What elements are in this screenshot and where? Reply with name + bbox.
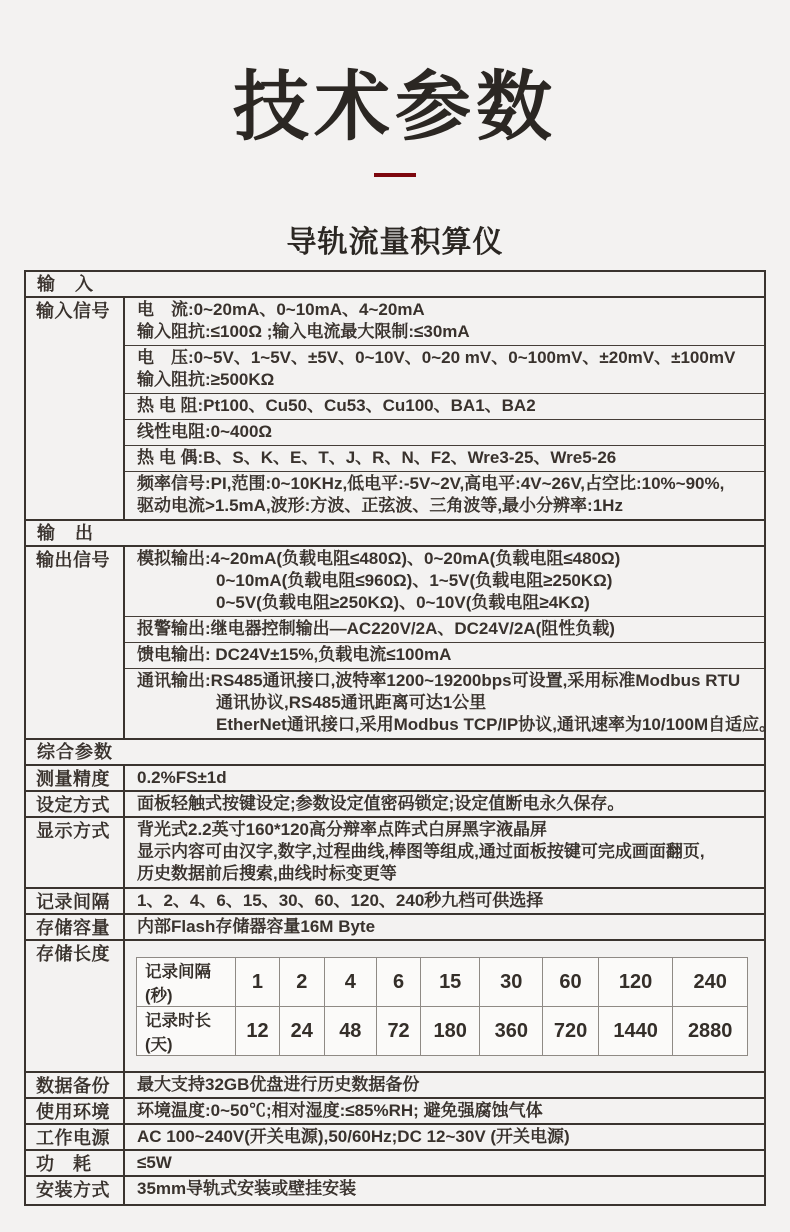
input-current-subrow bbox=[125, 298, 764, 345]
duration-cell: 12 bbox=[235, 1007, 279, 1056]
storage-length-table bbox=[136, 957, 748, 1056]
row-environment bbox=[26, 1097, 764, 1123]
interval-cell: 15 bbox=[421, 958, 480, 1007]
power-consumption-value: ≤5W bbox=[137, 1153, 172, 1173]
row-input-header bbox=[26, 272, 764, 296]
input-voltage-subrow bbox=[125, 345, 764, 393]
storage-duration-header: 记录时长(天) bbox=[137, 1007, 236, 1056]
spec-line: 报警输出:继电器控制输出—AC220V/2A、DC24V/2A(阻性负载) bbox=[137, 619, 615, 639]
duration-cell: 72 bbox=[377, 1007, 421, 1056]
power-supply-label: 工作电源 bbox=[26, 1125, 125, 1149]
spec-table bbox=[24, 270, 777, 1206]
general-section-label: 综合参数 bbox=[37, 742, 113, 763]
title-divider bbox=[374, 173, 416, 177]
input-frequency-subrow bbox=[125, 471, 764, 519]
row-power-consumption bbox=[26, 1149, 764, 1175]
interval-cell: 6 bbox=[377, 958, 421, 1007]
spec-sheet-page bbox=[0, 64, 790, 1232]
output-comm-subrow bbox=[125, 668, 777, 738]
duration-cell: 360 bbox=[480, 1007, 543, 1056]
interval-cell: 30 bbox=[480, 958, 543, 1007]
interval-cell: 60 bbox=[543, 958, 599, 1007]
duration-cell: 180 bbox=[421, 1007, 480, 1056]
environment-label: 使用环境 bbox=[26, 1099, 125, 1123]
row-record-interval bbox=[26, 887, 764, 913]
row-storage-length bbox=[26, 939, 764, 1071]
output-feed-subrow bbox=[125, 642, 764, 668]
row-accuracy bbox=[26, 764, 764, 790]
input-signal-label: 输入信号 bbox=[26, 298, 125, 519]
setting-label: 设定方式 bbox=[26, 792, 125, 816]
spec-line: 输入阻抗:≤100Ω ;输入电流最大限制:≤30mA bbox=[137, 322, 470, 342]
output-signal-values bbox=[125, 547, 777, 738]
accuracy-value: 0.2%FS±1d bbox=[137, 768, 227, 788]
row-output-signal bbox=[26, 545, 777, 738]
row-installation bbox=[26, 1175, 764, 1204]
row-general-header bbox=[26, 738, 764, 764]
duration-cell: 48 bbox=[324, 1007, 377, 1056]
duration-cell: 1440 bbox=[598, 1007, 673, 1056]
spec-line: 热 电 阻:Pt100、Cu50、Cu53、Cu100、BA1、BA2 bbox=[137, 396, 536, 416]
storage-capacity-label: 存储容量 bbox=[26, 915, 125, 939]
interval-cell: 240 bbox=[673, 958, 748, 1007]
input-rtd-subrow bbox=[125, 393, 764, 419]
power-consumption-label: 功 耗 bbox=[26, 1151, 125, 1175]
interval-cell: 1 bbox=[235, 958, 279, 1007]
display-subrow bbox=[125, 818, 764, 887]
spec-line: 背光式2.2英寸160*120高分辩率点阵式白屏黑字液晶屏 bbox=[137, 820, 547, 840]
duration-cell: 2880 bbox=[673, 1007, 748, 1056]
storage-interval-row bbox=[137, 958, 748, 1007]
spec-line: 电 流:0~20mA、0~10mA、4~20mA bbox=[137, 300, 425, 320]
product-subtitle: 导轨流量积算仪 bbox=[286, 226, 504, 260]
spec-line: 通讯输出:RS485通讯接口,波特率1200~19200bps可设置,采用标准Modbus RTU bbox=[137, 671, 741, 691]
duration-cell: 24 bbox=[279, 1007, 324, 1056]
spec-line: 驱动电流>1.5mA,波形:方波、正弦波、三角波等,最小分辨率:1Hz bbox=[137, 496, 623, 516]
storage-capacity-value: 内部Flash存储器容量16M Byte bbox=[137, 917, 376, 937]
duration-cell: 720 bbox=[543, 1007, 599, 1056]
input-linear-resistance-subrow bbox=[125, 419, 764, 445]
interval-cell: 120 bbox=[598, 958, 673, 1007]
row-data-backup bbox=[26, 1071, 764, 1097]
record-interval-label: 记录间隔 bbox=[26, 889, 125, 913]
row-display bbox=[26, 816, 764, 887]
environment-value: 环境温度:0~50℃;相对湿度:≤85%RH; 避免强腐蚀气体 bbox=[137, 1101, 543, 1121]
row-storage-capacity bbox=[26, 913, 764, 939]
record-interval-value: 1、2、4、6、15、30、60、120、240秒九档可供选择 bbox=[137, 891, 544, 911]
input-section-label: 输 入 bbox=[37, 274, 94, 295]
setting-value: 面板轻触式按键设定;参数设定值密码锁定;设定值断电永久保存。 bbox=[137, 794, 625, 814]
spec-line: 历史数据前后搜索,曲线时标变更等 bbox=[137, 864, 397, 884]
spec-line: 模拟输出:4~20mA(负载电阻≤480Ω)、0~20mA(负载电阻≤480Ω) bbox=[137, 549, 621, 569]
spec-line: 馈电输出: DC24V±15%,负载电流≤100mA bbox=[137, 645, 452, 665]
data-backup-label: 数据备份 bbox=[26, 1073, 125, 1097]
storage-length-table-wrap bbox=[125, 941, 764, 1071]
display-label: 显示方式 bbox=[26, 818, 125, 887]
storage-interval-header: 记录间隔(秒) bbox=[137, 958, 236, 1007]
spec-line: 线性电阻:0~400Ω bbox=[137, 422, 273, 442]
spec-line: 0~5V(负载电阻≥250KΩ)、0~10V(负载电阻≥4KΩ) bbox=[216, 593, 590, 613]
row-power-supply bbox=[26, 1123, 764, 1149]
storage-duration-row bbox=[137, 1007, 748, 1056]
row-input-signal bbox=[26, 296, 764, 519]
output-alarm-subrow bbox=[125, 616, 764, 642]
spec-line: 频率信号:PI,范围:0~10KHz,低电平:-5V~2V,高电平:4V~26V,占空比:10%~90%, bbox=[137, 474, 725, 494]
spec-line: 输入阻抗:≥500KΩ bbox=[137, 370, 275, 390]
spec-line: 通讯协议,RS485通讯距离可达1公里 bbox=[216, 693, 487, 713]
input-thermocouple-subrow bbox=[125, 445, 764, 471]
spec-line: 显示内容可由汉字,数字,过程曲线,棒图等组成,通过面板按键可完成画面翻页, bbox=[137, 842, 705, 862]
accuracy-label: 测量精度 bbox=[26, 766, 125, 790]
output-signal-label: 输出信号 bbox=[26, 547, 125, 738]
spec-line: 0~10mA(负载电阻≤960Ω)、1~5V(负载电阻≥250KΩ) bbox=[216, 571, 613, 591]
spec-line: 热 电 偶:B、S、K、E、T、J、R、N、F2、Wre3-25、Wre5-26 bbox=[137, 448, 617, 468]
row-setting bbox=[26, 790, 764, 816]
spec-line: EtherNet通讯接口,采用Modbus TCP/IP协议,通讯速率为10/100M自适应。 bbox=[216, 715, 777, 735]
row-output-header bbox=[26, 519, 764, 545]
output-section-label: 输 出 bbox=[37, 523, 94, 544]
data-backup-value: 最大支持32GB优盘进行历史数据备份 bbox=[137, 1075, 420, 1095]
storage-length-label: 存储长度 bbox=[26, 941, 125, 1071]
output-analog-subrow bbox=[125, 547, 764, 616]
interval-cell: 4 bbox=[324, 958, 377, 1007]
input-signal-values bbox=[125, 298, 764, 519]
interval-cell: 2 bbox=[279, 958, 324, 1007]
installation-value: 35mm导轨式安装或壁挂安装 bbox=[137, 1179, 357, 1199]
power-supply-value: AC 100~240V(开关电源),50/60Hz;DC 12~30V (开关电源) bbox=[137, 1127, 570, 1147]
installation-label: 安装方式 bbox=[26, 1177, 125, 1204]
spec-line: 电 压:0~5V、1~5V、±5V、0~10V、0~20 mV、0~100mV、±20mV、±100mV bbox=[137, 348, 736, 368]
page-title: 技术参数 bbox=[233, 65, 557, 150]
